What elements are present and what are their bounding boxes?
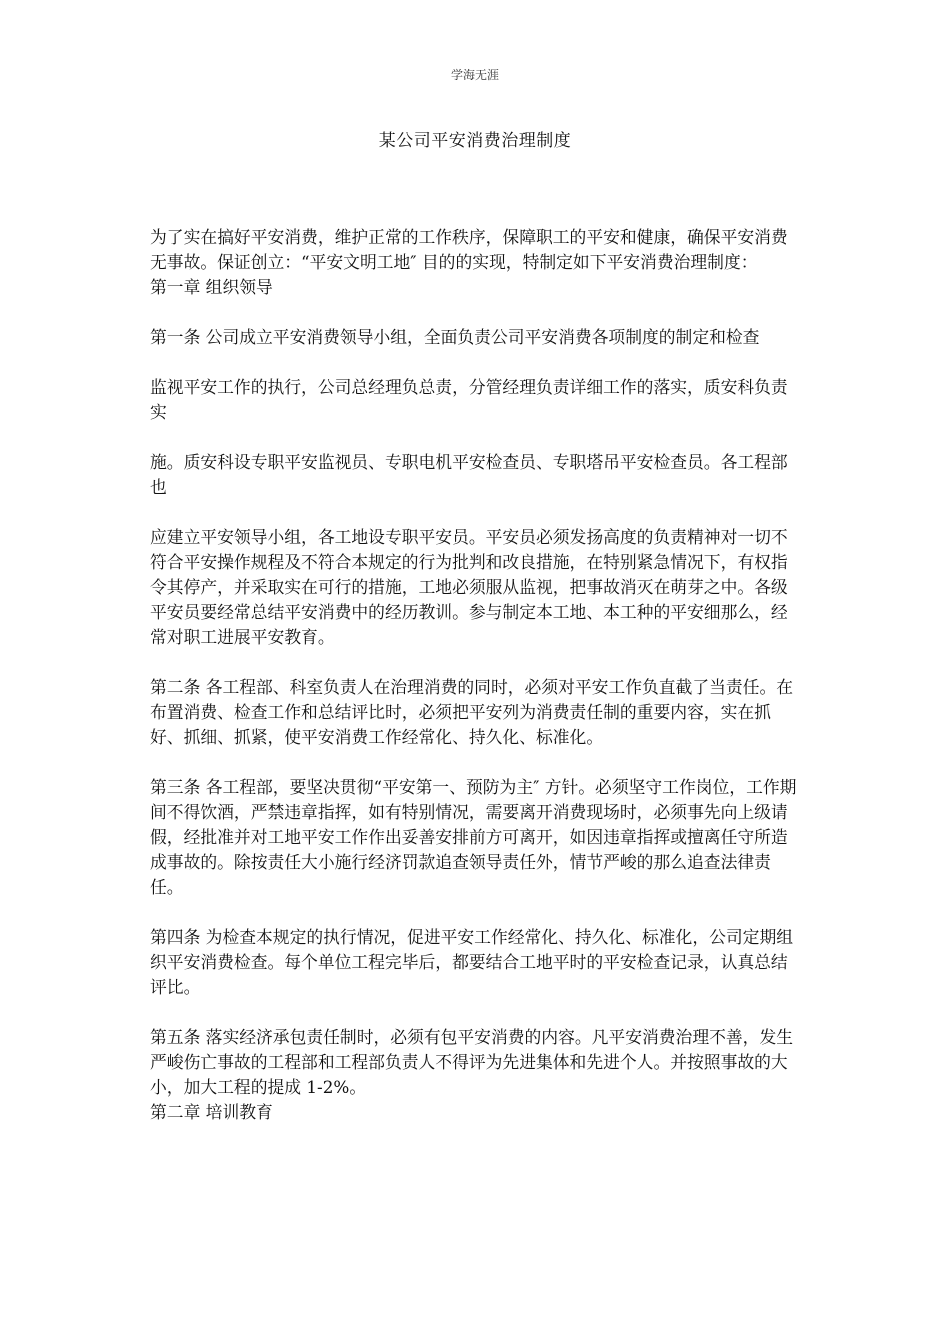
article-paragraph: 监视平安工作的执行，公司总经理负总责，分管经理负责详细工作的落实，质安科负责实	[150, 377, 788, 422]
article-paragraph: 第四条 为检查本规定的执行情况，促进平安工作经常化、持久化、标准化，公司定期组织平安消费检查。每个单位工程完毕后，都要结合工地平时的平安检查记录，认真总结评比。	[150, 927, 794, 997]
page-header: 学海无涯	[450, 68, 499, 82]
article-paragraph: 施。质安科设专职平安监视员、专职电机平安检查员、专职塔吊平安检查员。各工程部也	[150, 452, 788, 497]
document-body	[150, 225, 800, 1125]
article-paragraph: 第二条 各工程部、科室负责人在治理消费的同时，必须对平安工作负直截了当责任。在布置消费、检查工作和总结评比时，必须把平安列为消费责任制的重要内容，实在抓好、抓细、抓紧，使平安消费工作经常化、持久化、标准化。	[150, 677, 794, 747]
document-title: 某公司平安消费治理制度	[378, 131, 572, 151]
chapter-heading: 第一章 组织领导	[150, 277, 273, 297]
intro-paragraph: 为了实在搞好平安消费，维护正常的工作秩序，保障职工的平安和健康，确保平安消费无事故。保证创立：“平安文明工地″ 目的的实现，特制定如下平安消费治理制度：	[150, 227, 788, 272]
article-paragraph: 第一条 公司成立平安消费领导小组，全面负责公司平安消费各项制度的制定和检查	[150, 327, 760, 347]
chapter-heading: 第二章 培训教育	[150, 1102, 273, 1122]
article-paragraph: 第五条 落实经济承包责任制时，必须有包平安消费的内容。凡平安消费治理不善，发生严峻伤亡事故的工程部和工程部负责人不得评为先进集体和先进个人。并按照事故的大小，加大工程的提成 1-2%。	[150, 1027, 794, 1097]
article-paragraph: 第三条 各工程部，要坚决贯彻“平安第一、预防为主″ 方针。必须坚守工作岗位，工作期间不得饮酒，严禁违章指挥，如有特别情况，需要离开消费现场时，必须事先向上级请假，经批准并对工地平安工作作出妥善安排前方可离开，如因违章指挥或擅离任守所造成事故的。除按责任大小施行经济罚款追查领导责任外，情节严峻的那么追查法律责任。	[150, 777, 797, 897]
article-paragraph: 应建立平安领导小组，各工地设专职平安员。平安员必须发扬高度的负责精神对一切不符合平安操作规程及不符合本规定的行为批判和改良措施，在特别紧急情况下，有权指令其停产，并采取实在可行的措施，工地必须服从监视，把事故消灭在萌芽之中。各级平安员要经常总结平安消费中的经历教训。参与制定本工地、本工种的平安细那么，经常对职工进展平安教育。	[150, 527, 788, 647]
